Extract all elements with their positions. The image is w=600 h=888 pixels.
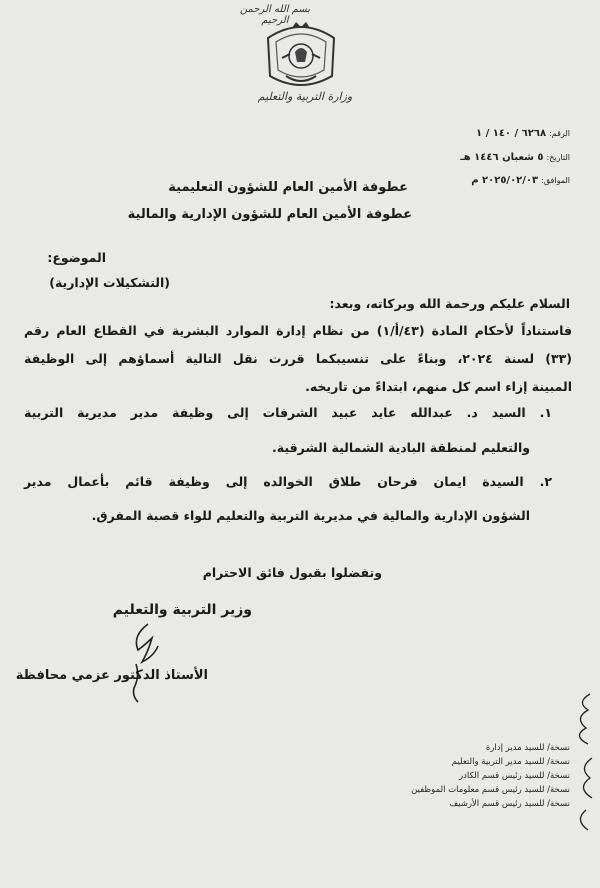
body-line-2: (٣٣) لسنة ٢٠٢٤، وبناءً على تنسيبكما قررت نقل التالية أسماؤهم إلى الوظيفة: [24, 351, 572, 366]
cc-line-4: نسخة/ للسيد رئيس قسم معلومات الموظفين: [411, 785, 570, 795]
handwritten-signature-icon: [118, 616, 168, 706]
greeting: السلام عليكم ورحمة الله وبركاته، وبعد:: [329, 296, 570, 311]
item-2-line-2: الشؤون الإدارية والمالية في مديرية التربية والتعليم للواء قصبة المفرق.: [91, 508, 530, 523]
cc-line-3: نسخة/ للسيد رئيس قسم الكادر: [459, 771, 570, 781]
cc-line-2: نسخة/ للسيد مدير التربية والتعليم: [451, 757, 570, 767]
cc-line-1: نسخة/ للسيد مدير إدارة: [485, 743, 570, 753]
cc-line-5: نسخة/ للسيد رئيس قسم الأرشيف: [449, 799, 570, 809]
gregorian-date: الموافق:٢٠٢٥/٠٢/٠٣ م: [471, 175, 570, 186]
item-2-line-1: ٢. السيدة ايمان فرحان طلاق الخوالده إلى وظيفة قائم بأعمال مدير: [24, 474, 552, 489]
item-1-line-1: ١. السيد د. عبدالله عايد عبيد الشرفات إلى وظيفة مدير مديرية التربية: [24, 405, 552, 420]
ref-number: الرقم:٦٢٦٨ / ١٤٠ / ١: [475, 128, 570, 139]
margin-scribble-icon: [566, 688, 598, 838]
basmala: بسم الله الرحمن الرحيم: [239, 4, 311, 26]
closing-line: وتفضلوا بقبول فائق الاحترام: [202, 565, 382, 580]
addressee-1: عطوفة الأمين العام للشؤون التعليمية: [168, 180, 408, 195]
addressee-2: عطوفة الأمين العام للشؤون الإدارية والمالية: [127, 207, 412, 222]
ministry-name: وزارة التربية والتعليم: [257, 90, 353, 103]
body-line-3: المبينة إزاء اسم كل منهم، ابتداءً من تاريخه.: [305, 379, 572, 394]
subject-label: الموضوع:: [47, 250, 106, 265]
signature-title: وزير التربية والتعليم: [112, 602, 252, 618]
item-1-line-2: والتعليم لمنطقة البادية الشمالية الشرقية.: [272, 440, 530, 455]
signatory-name: الأستاذ الدكتور عزمي محافظة: [15, 668, 208, 683]
subject-value: (التشكيلات الإدارية): [49, 275, 170, 290]
body-line-1: فاستناداً لأحكام المادة (٤٣/أ/١) من نظام إدارة الموارد البشرية في القطاع العام رقم: [24, 323, 572, 338]
jordan-coat-of-arms-icon: [262, 18, 340, 94]
hijri-date: التاريخ:٥ شعبان ١٤٤٦ هـ: [460, 152, 570, 163]
